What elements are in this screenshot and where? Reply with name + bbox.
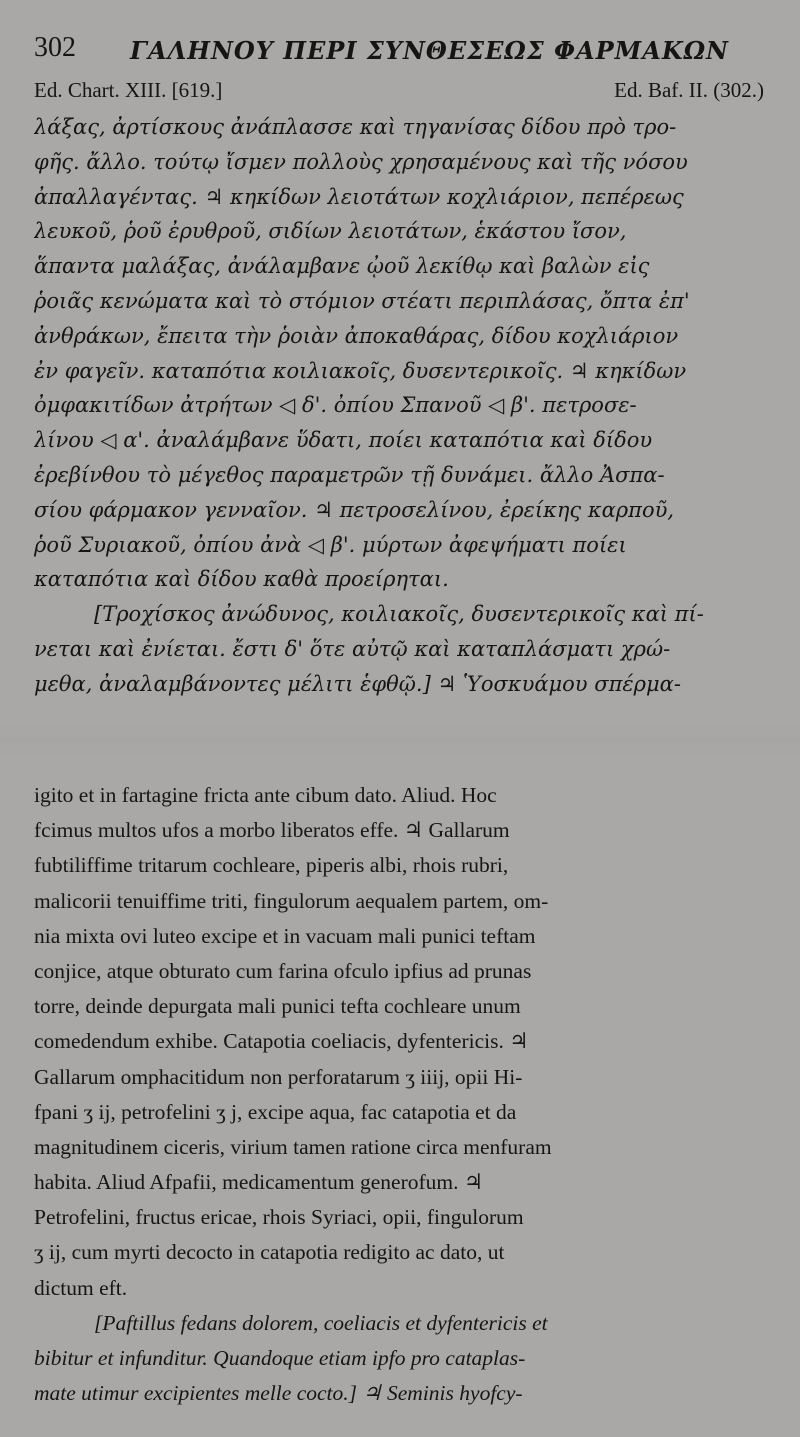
greek-line: ἀνθράκων, ἔπειτα τὴν ῥοιὰν ἀποκαθάρας, δίδου κοχλιάριον	[34, 323, 679, 348]
latin-line: comedendum exhibe. Catapotia coeliacis, dyfentericis. ♃	[34, 1029, 529, 1054]
latin-line: magnitudinem ciceris, virium tamen ratione circa menfuram	[34, 1134, 552, 1159]
page-header	[34, 28, 774, 68]
column-gap	[0, 720, 800, 760]
latin-line: fubtiliffime tritarum cochleare, piperis albi, rhois rubri,	[34, 853, 509, 878]
greek-bracket-line: [Τροχίσκος ἀνώδυνος, κοιλιακοῖς, δυσεντερικοῖς καὶ πί-	[94, 602, 704, 627]
greek-bracket-line: μεθα, ἀναλαμβάνοντες μέλιτι ἑφθῷ.] ♃ Ὑοσκυάμου σπέρμα-	[34, 671, 681, 696]
latin-line: Petrofelini, fructus ericae, rhois Syriaci, opii, fingulorum	[34, 1205, 524, 1230]
greek-line: σίου φάρμακον γενναῖον. ♃ πετροσελίνου, ἐρείκης καρποῦ,	[34, 497, 675, 522]
greek-line: ἅπαντα μαλάξας, ἀνάλαμβανε ᾠοῦ λεκίθῳ καὶ βαλὼν εἰς	[34, 254, 650, 279]
latin-line: ʒ ij, cum myrti decocto in catapotia redigito ac dato, ut	[34, 1240, 505, 1265]
latin-line: fpani ʒ ij, petrofelini ʒ j, excipe aqua, fac catapotia et da	[34, 1099, 517, 1124]
edition-chartier: Ed. Chart. XIII. [619.]	[34, 78, 223, 102]
greek-bracket-line: νεται καὶ ἐνίεται. ἔστι δ' ὅτε αὐτῷ καὶ καταπλάσματι χρώ-	[34, 636, 671, 661]
page-number: 302	[34, 32, 76, 63]
latin-line: malicorii tenuiffime triti, fingulorum aequalem partem, om-	[34, 888, 549, 913]
latin-line: habita. Aliud Afpafii, medicamentum generofum. ♃	[34, 1170, 484, 1195]
greek-line: ῥοιᾶς κενώματα καὶ τὸ στόμιον στέατι περιπλάσας, ὄπτα ἐπ'	[34, 288, 690, 313]
latin-line: dictum eft.	[34, 1275, 128, 1300]
latin-line: Gallarum omphacitidum non perforatarum ʒ iiij, opii Hi-	[34, 1064, 523, 1089]
greek-line: λάξας, ἀρτίσκους ἀνάπλασσε καὶ τηγανίσας δίδου πρὸ τρο-	[34, 115, 677, 139]
latin-text-block	[34, 778, 774, 1411]
latin-bracket-line: [Paftillus fedans dolorem, coeliacis et dyfentericis et	[94, 1310, 548, 1335]
latin-bracket-line: bibitur et infunditur. Quandoque etiam ipfo pro cataplas-	[34, 1346, 526, 1370]
edition-basel: Ed. Baf. II. (302.)	[614, 78, 764, 102]
greek-line: ἐρεβίνθου τὸ μέγεθος παραμετρῶν τῇ δυνάμει. ἄλλο Ἀσπα-	[34, 462, 665, 487]
running-title: ΓΑΛΗΝΟΥ ΠΕΡΙ ΣΥΝΘΕΣΕΩΣ ΦΑΡΜΑΚΩΝ	[130, 36, 729, 65]
latin-line: conjice, atque obturato cum farina ofculo ipfius ad prunas	[34, 958, 532, 983]
greek-line: φῆς. ἄλλο. τούτῳ ἴσμεν πολλοὺς χρησαμένους καὶ τῆς νόσου	[34, 149, 688, 174]
greek-text-block	[34, 110, 774, 702]
greek-line: καταπότια καὶ δίδου καθὰ προείρηται.	[34, 567, 449, 592]
greek-line: ῥοῦ Συριακοῦ, ὀπίου ἀνὰ ◁ β'. μύρτων ἀφεψήματι ποίει	[34, 532, 627, 557]
greek-line: λίνου ◁ α'. ἀναλάμβανε ὕδατι, ποίει καταπότια καὶ δίδου	[34, 428, 653, 453]
latin-line: torre, deinde depurgata mali punici tefta cochleare unum	[34, 994, 521, 1019]
greek-line: ὀμφακιτίδων ἀτρήτων ◁ δ'. ὀπίου Σπανοῦ ◁ β'. πετροσε-	[34, 393, 637, 418]
greek-line: ἐν φαγεῖν. καταπότια κοιλιακοῖς, δυσεντερικοῖς. ♃ κηκίδων	[34, 358, 687, 383]
greek-line: ἀπαλλαγέντας. ♃ κηκίδων λειοτάτων κοχλιάριον, πεπέρεως	[34, 184, 684, 209]
greek-line: λευκοῦ, ῥοῦ ἐρυθροῦ, σιδίων λειοτάτων, ἑκάστου ἴσον,	[34, 219, 627, 244]
edition-references	[34, 78, 764, 106]
latin-line: fcimus multos ufos a morbo liberatos effe. ♃ Gallarum	[34, 818, 510, 843]
latin-line: nia mixta ovi luteo excipe et in vacuam mali punici teftam	[34, 923, 536, 948]
latin-bracket-line: mate utimur excipientes melle cocto.] ♃ Seminis hyofcy-	[34, 1381, 523, 1406]
latin-line: igito et in fartagine fricta ante cibum dato. Aliud. Hoc	[34, 783, 497, 807]
